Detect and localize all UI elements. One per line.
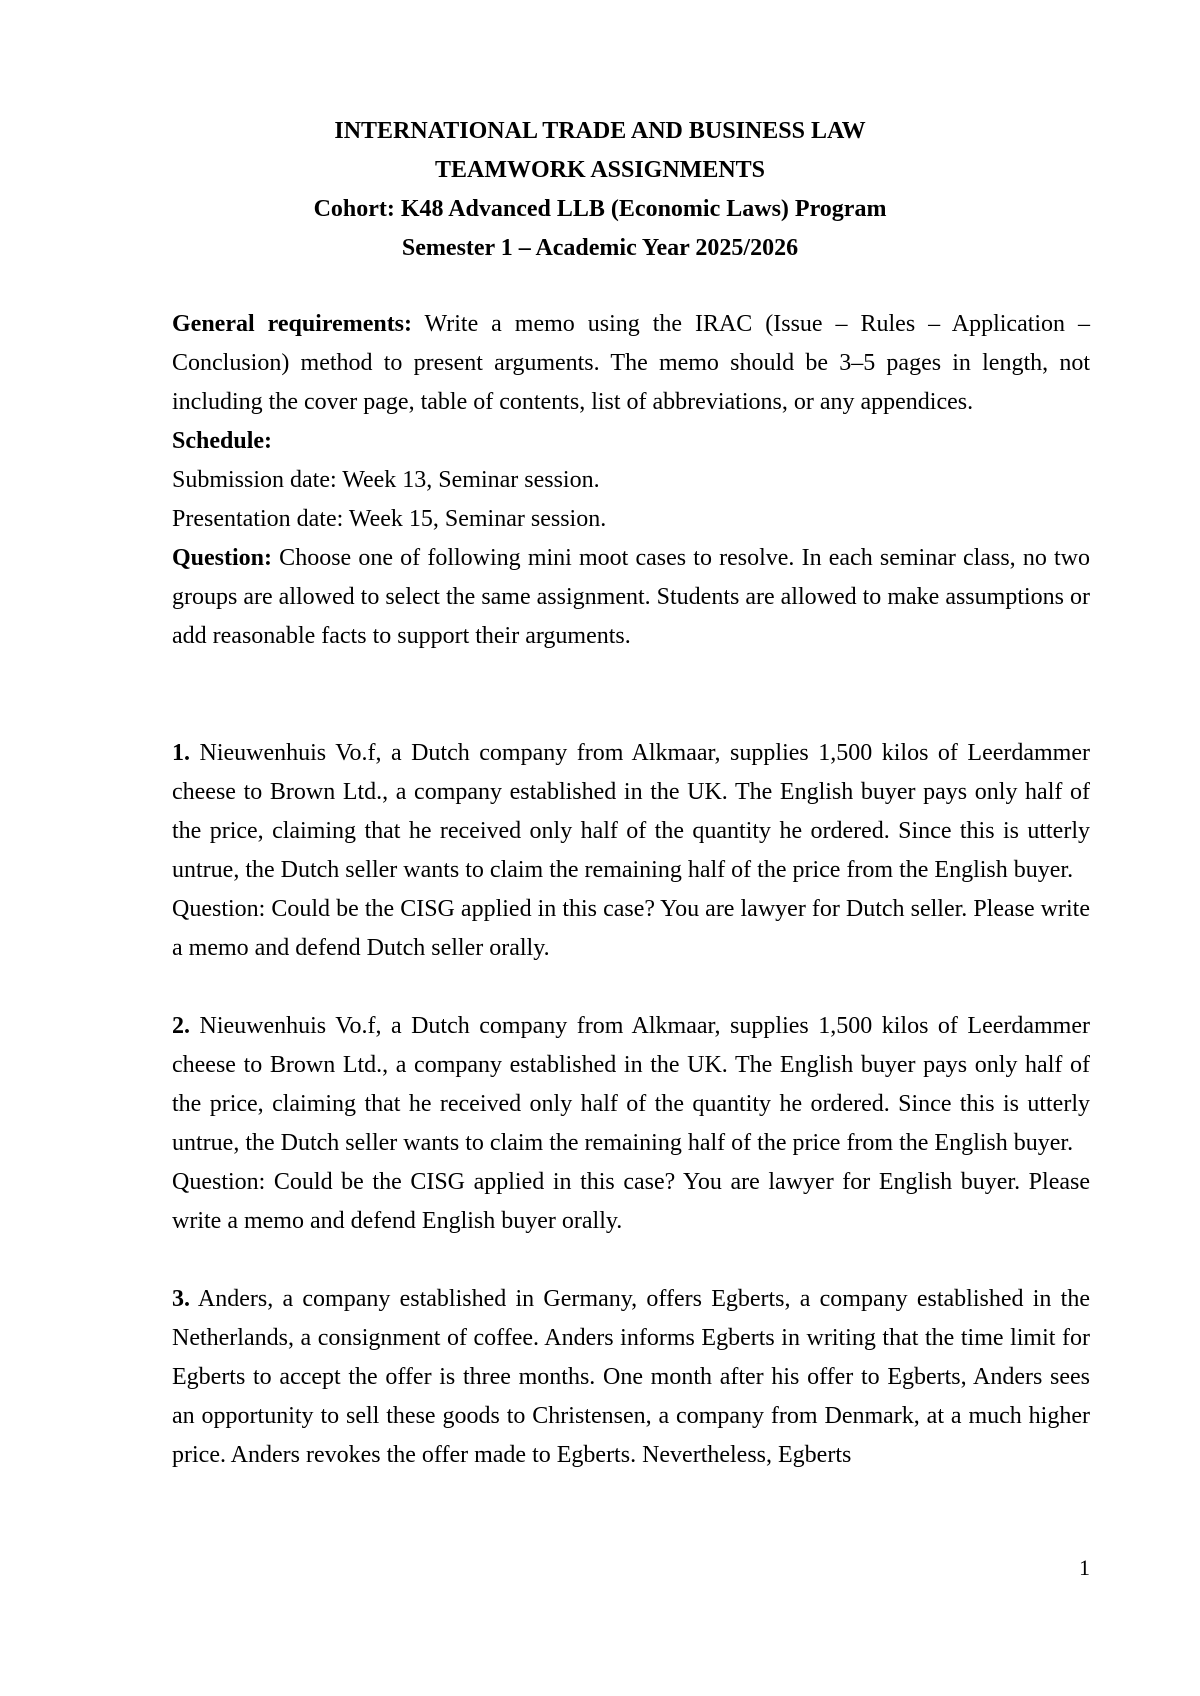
assignment-title: TEAMWORK ASSIGNMENTS bbox=[434, 157, 766, 183]
case-3-facts-text: Anders, a company established in Germany, offers Egberts, a company established in the Netherlands, a consignment of coffee. Anders informs Egberts in writing that the time limit for Egberts to accept the offer is three months. One month after his offer to Egberts, Anders sees an opportunity to sell these goods to Christensen, a company from Denmark, at a much higher price. Anders revokes the offer made to Egberts. Nevertheless, Egberts bbox=[172, 1286, 1090, 1468]
general-requirements-label: General requirements: bbox=[172, 311, 413, 337]
schedule-heading: Schedule: bbox=[172, 428, 273, 454]
submission-date: Submission date: Week 13, Seminar session. bbox=[172, 467, 600, 493]
question-text: Choose one of following mini moot cases to resolve. In each seminar class, no two groups are allowed to select the same assignment. Students are allowed to make assumptions or add reasonable facts to support their arguments. bbox=[172, 545, 1090, 649]
case-2-facts bbox=[172, 1007, 1090, 1163]
case-2-question: Question: Could be the CISG applied in this case? You are lawyer for English buyer. Please write a memo and defend English buyer orally. bbox=[172, 1169, 1090, 1234]
document-header bbox=[0, 112, 1200, 268]
question-label: Question: bbox=[172, 545, 273, 571]
case-2-facts-text: Nieuwenhuis Vo.f, a Dutch company from Alkmaar, supplies 1,500 kilos of Leerdammer cheese to Brown Ltd., a company established in the UK. The English buyer pays only half of the price, claiming that he received only half of the quantity he ordered. Since this is utterly untrue, the Dutch seller wants to claim the remaining half of the price from the English buyer. bbox=[172, 1013, 1090, 1156]
question-instructions bbox=[172, 539, 1090, 656]
cohort-line: Cohort: K48 Advanced LLB (Economic Laws) Program bbox=[313, 196, 887, 222]
general-requirements bbox=[172, 305, 1090, 422]
page-number: 1 bbox=[1079, 1555, 1090, 1580]
case-2-number: 2. bbox=[172, 1013, 190, 1039]
case-1-facts-text: Nieuwenhuis Vo.f, a Dutch company from Alkmaar, supplies 1,500 kilos of Leerdammer cheese to Brown Ltd., a company established in the UK. The English buyer pays only half of the price, claiming that he received only half of the quantity he ordered. Since this is utterly untrue, the Dutch seller wants to claim the remaining half of the price from the English buyer. bbox=[172, 740, 1090, 883]
case-1-number: 1. bbox=[172, 740, 190, 766]
case-1-facts bbox=[172, 734, 1090, 890]
general-requirements-text: Write a memo using the IRAC (Issue – Rules – Application – Conclusion) method to present arguments. The memo should be 3–5 pages in length, not including the cover page, table of contents, list of abbreviations, or any appendices. bbox=[172, 311, 1091, 415]
case-1-question: Question: Could be the CISG applied in this case? You are lawyer for Dutch seller. Please write a memo and defend Dutch seller orally. bbox=[172, 896, 1090, 961]
document-body bbox=[172, 305, 1090, 1475]
presentation-date: Presentation date: Week 15, Seminar session. bbox=[172, 506, 607, 532]
course-title: INTERNATIONAL TRADE AND BUSINESS LAW bbox=[334, 118, 866, 144]
case-3-number: 3. bbox=[172, 1286, 190, 1312]
case-3-facts bbox=[172, 1280, 1090, 1475]
semester-line: Semester 1 – Academic Year 2025/2026 bbox=[401, 235, 799, 261]
